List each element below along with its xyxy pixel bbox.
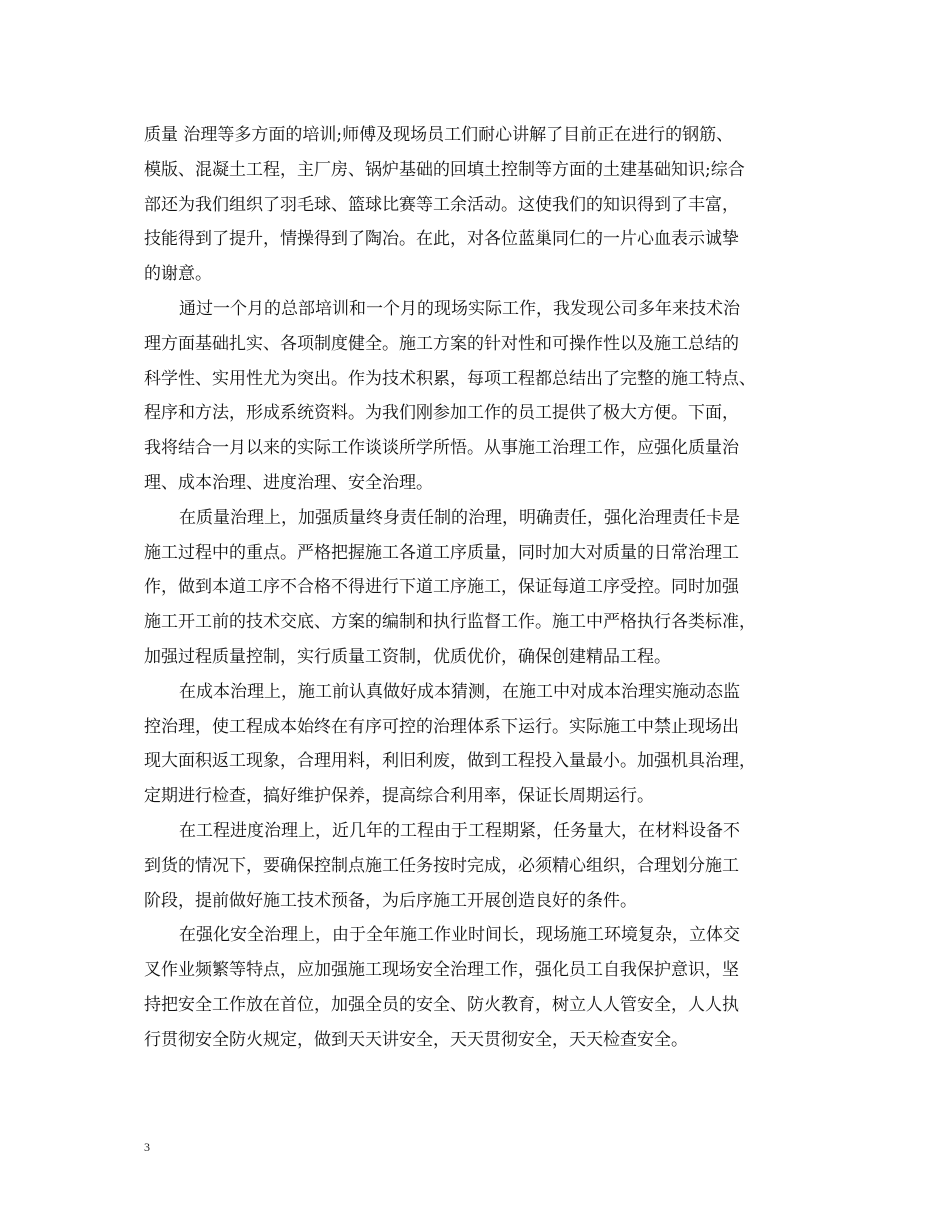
page-number: 3 bbox=[144, 1140, 150, 1154]
text-line: 叉作业频繁等特点，应加强施工现场安全治理工作，强化员工自我保护意识，坚 bbox=[144, 960, 739, 981]
text-line: 科学性、实用性尤为突出。作为技术积累，每项工程都总结出了完整的施工特点、 bbox=[144, 368, 756, 389]
text-line: 在质量治理上，加强质量终身责任制的治理，明确责任，强化治理责任卡是 bbox=[179, 507, 740, 528]
text-line: 施工开工前的技术交底、方案的编制和执行监督工作。施工中严格执行各类标准， bbox=[144, 612, 756, 633]
paragraph bbox=[144, 501, 806, 675]
text-line: 理、成本治理、进度治理、安全治理。 bbox=[144, 472, 433, 493]
paragraph bbox=[144, 292, 806, 501]
text-line: 技能得到了提升，情操得到了陶冶。在此，对各位蓝巢同仁的一片心血表示诚挚 bbox=[144, 229, 739, 250]
text-line: 持把安全工作放在首位，加强全员的安全、防火教育，树立人人管安全，人人执 bbox=[144, 994, 739, 1015]
paragraph bbox=[144, 814, 806, 918]
text-line: 通过一个月的总部培训和一个月的现场实际工作，我发现公司多年来技术治 bbox=[179, 298, 740, 319]
paragraph bbox=[144, 675, 806, 814]
text-line: 阶段，提前做好施工技术预备，为后序施工开展创造良好的条件。 bbox=[144, 890, 637, 911]
text-line: 到货的情况下，要确保控制点施工任务按时完成，必须精心组织，合理划分施工 bbox=[144, 855, 739, 876]
text-line: 部还为我们组织了羽毛球、篮球比赛等工余活动。这使我们的知识得到了丰富， bbox=[144, 194, 739, 215]
text-line: 控治理，使工程成本始终在有序可控的治理体系下运行。实际施工中禁止现场出 bbox=[144, 716, 739, 737]
text-line: 在工程进度治理上，近几年的工程由于工程期紧，任务量大，在材料设备不 bbox=[179, 820, 740, 841]
paragraph bbox=[144, 918, 806, 1057]
text-line: 我将结合一月以来的实际工作谈谈所学所悟。从事施工治理工作，应强化质量治 bbox=[144, 438, 739, 459]
document-body bbox=[144, 118, 806, 1058]
text-line: 定期进行检查，搞好维护保养，提高综合利用率，保证长周期运行。 bbox=[144, 786, 654, 807]
text-line: 现大面积返工现象，合理用料，利旧利废，做到工程投入量最小。加强机具治理， bbox=[144, 751, 756, 772]
paragraph bbox=[144, 118, 806, 292]
text-line: 作，做到本道工序不合格不得进行下道工序施工，保证每道工序受控。同时加强 bbox=[144, 577, 739, 598]
text-line: 的谢意。 bbox=[144, 264, 212, 285]
text-line: 行贯彻安全防火规定，做到天天讲安全，天天贯彻安全，天天检查安全。 bbox=[144, 1029, 688, 1050]
text-line: 在强化安全治理上，由于全年施工作业时间长，现场施工环境复杂，立体交 bbox=[179, 925, 740, 946]
text-line: 模版、混凝土工程，主厂房、锅炉基础的回填土控制等方面的土建基础知识;综合 bbox=[144, 159, 745, 180]
text-line: 质量 治理等多方面的培训;师傅及现场员工们耐心讲解了目前正在进行的钢筋、 bbox=[144, 125, 734, 145]
text-line: 加强过程质量控制，实行质量工资制，优质优价，确保创建精品工程。 bbox=[144, 646, 671, 667]
text-line: 理方面基础扎实、各项制度健全。施工方案的针对性和可操作性以及施工总结的 bbox=[144, 333, 739, 354]
text-line: 程序和方法，形成系统资料。为我们刚参加工作的员工提供了极大方便。下面， bbox=[144, 403, 739, 424]
text-line: 施工过程中的重点。严格把握施工各道工序质量，同时加大对质量的日常治理工 bbox=[144, 542, 739, 563]
text-line: 在成本治理上，施工前认真做好成本猜测，在施工中对成本治理实施动态监 bbox=[179, 681, 740, 702]
